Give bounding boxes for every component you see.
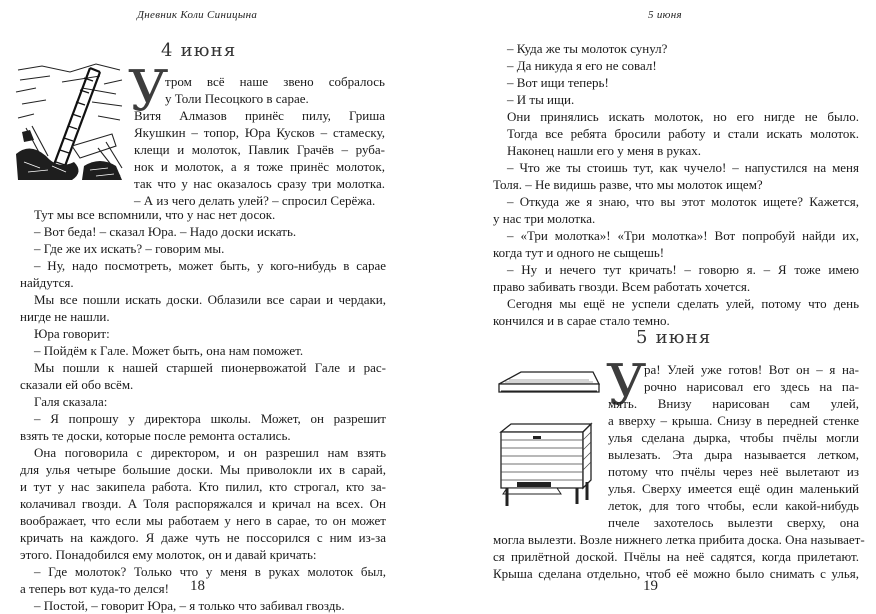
left-line-10: – Вот беда! – сказал Юра. – Надо доски искать. xyxy=(34,224,297,239)
right-line-1: – Куда же ты молоток сунул? xyxy=(507,41,668,56)
right-line-19: рочно нарисовал его здесь на па- xyxy=(644,379,859,394)
left-chapter-title: 4 июня xyxy=(161,40,237,61)
right-running-head: 5 июня xyxy=(648,9,682,21)
right-line-28: могла вылезти. Возле нижнего летка прибита доска. Она называет- xyxy=(493,532,865,547)
left-line-19: сказали ей обо всём. xyxy=(20,377,134,392)
right-line-6: Тогда все ребята бросили работу и стали искать молоток. xyxy=(507,126,859,141)
right-line-5: Они принялись искать молоток, но его нигде не было. xyxy=(507,109,859,124)
right-line-13: когда тут и одного не сыщешь! xyxy=(493,245,665,260)
right-line-4: – И ты ищи. xyxy=(507,92,575,107)
left-line-13: найдутся. xyxy=(20,275,74,290)
left-line-3: Витя Алмазов принёс пилу, Гриша xyxy=(134,108,385,123)
left-line-1: тром всё наше звено собралось xyxy=(165,74,385,89)
left-line-26: колачивал гвозди. А Толя распоряжался и кричал на всех. Он xyxy=(20,496,386,511)
left-line-9: Тут мы все вспомнили, что у нас нет досок. xyxy=(34,207,276,222)
right-line-15: право забивать гвозди. Всем работать хочется. xyxy=(493,279,751,294)
right-drop-cap: У xyxy=(606,353,647,418)
right-line-20: мять. Внизу нарисован сам улей, xyxy=(608,396,859,411)
right-line-8: – Что же ты стоишь тут, как чучело! – напустился на меня xyxy=(507,160,859,175)
right-line-14: – Ну и нечего тут кричать! – говорю я. – Я тоже имею xyxy=(507,262,859,277)
left-line-17: – Пойдём к Гале. Может быть, она нам поможет. xyxy=(34,343,304,358)
left-line-20: Галя сказала: xyxy=(34,394,108,409)
right-line-16: Сегодня мы ещё не успели сделать улей, потому что день xyxy=(507,296,859,311)
left-line-14: Мы все пошли искать доски. Облазили все сараи и чердаки, xyxy=(34,292,386,307)
left-line-11: – Где же их искать? – говорим мы. xyxy=(34,241,225,256)
left-line-30: – Где молоток? Только что у меня в руках молоток был, xyxy=(34,564,386,579)
left-line-5: клещи и молоток, Павлик Грачёв – руба- xyxy=(134,142,385,157)
left-running-head: Дневник Коли Синицына xyxy=(137,9,258,21)
left-page-number: 18 xyxy=(190,578,205,594)
right-line-27: пчеле захотелось вылезти сверху, она xyxy=(608,515,859,530)
left-line-6: нок и молоток, а я тоже принёс молоток, xyxy=(134,159,385,174)
right-line-29: ся прилётной доской. Пчёлы на неё садятся, когда прилетают. xyxy=(493,549,859,564)
left-line-12: – Ну, надо посмотреть, может быть, у кого-нибудь в сарае xyxy=(34,258,386,273)
left-line-22: взять те доски, которые после ремонта остались. xyxy=(20,428,291,443)
left-line-8: – А из чего делать улей? – спросил Серёжа. xyxy=(134,193,376,208)
right-line-17: кончился и в сарае стало темно. xyxy=(493,313,670,328)
right-line-30: Крыша сделана отдельно, чтоб её можно было снимать с улья, xyxy=(493,566,859,581)
right-line-26: леток, для того чтобы, если какой-нибудь xyxy=(608,498,859,513)
right-line-25: улья. Сверху имеется ещё один маленький xyxy=(608,481,859,496)
right-line-12: – «Три молотка»! «Три молотка»! Вот попробуй найди их, xyxy=(507,228,859,243)
right-line-24: потому что пчёлы через неё вылетают из xyxy=(608,464,859,479)
left-drop-cap: У xyxy=(128,59,169,124)
right-line-2: – Да никуда я его не совал! xyxy=(507,58,657,73)
right-line-3: – Вот ищи теперь! xyxy=(507,75,609,90)
left-line-2: у Толи Песоцкого в сарае. xyxy=(165,91,309,106)
right-line-18: ра! Улей уже готов! Вот он – я на- xyxy=(644,362,859,377)
left-line-27: воображает, что если мы работаем у него в сарае, то он может xyxy=(20,513,386,528)
right-line-21: а вверху – крыша. Снизу в передней стенке xyxy=(608,413,859,428)
left-line-31: а теперь вот куда-то делся! xyxy=(20,581,169,596)
right-chapter-title: 5 июня xyxy=(636,327,712,348)
left-line-28: кричать на каждого. Я даже чуть не поссорился с ним из-за xyxy=(20,530,386,545)
right-page-number: 19 xyxy=(643,578,658,594)
left-line-4: Якушкин – топор, Юра Кусков – стамеску, xyxy=(134,125,385,140)
right-line-22: улья сделана дырка, чтобы пчёлы могли xyxy=(608,430,859,445)
left-line-24: для улья четыре большие доски. Мы приволокли их в сарай, xyxy=(20,462,386,477)
right-line-10: – Откуда же я знаю, что вы этот молоток ищете? Кажется, xyxy=(507,194,859,209)
beehive-illustration xyxy=(493,370,605,510)
left-line-23: Она поговорила с директором, и он разрешил нам взять xyxy=(34,445,386,460)
right-line-7: Наконец нашли его у меня в руках. xyxy=(507,143,701,158)
right-line-9: Толя. – Не видишь разве, что мы молоток ищем? xyxy=(493,177,763,192)
left-line-16: Юра говорит: xyxy=(34,326,110,341)
left-line-15: нигде не нашли. xyxy=(20,309,110,324)
left-line-21: – Я попрошу у директора школы. Может, он разрешит xyxy=(34,411,386,426)
left-line-25: и тут у нас закипела работа. Кто пилил, кто строгал, кто за- xyxy=(20,479,386,494)
right-line-23: вылезать. Эта дыра называется летком, xyxy=(608,447,859,462)
left-line-29: этого. Понадобился ему молоток, он и давай кричать: xyxy=(20,547,317,562)
left-line-7: так что у нас оказалось сразу три молотка. xyxy=(134,176,385,191)
left-line-32: – Постой, – говорит Юра, – я только что забивал гвоздь. xyxy=(34,598,345,613)
left-line-18: Мы пошли к нашей старшей пионервожатой Гале и рас- xyxy=(34,360,386,375)
right-line-11: у нас три молотка. xyxy=(493,211,596,226)
